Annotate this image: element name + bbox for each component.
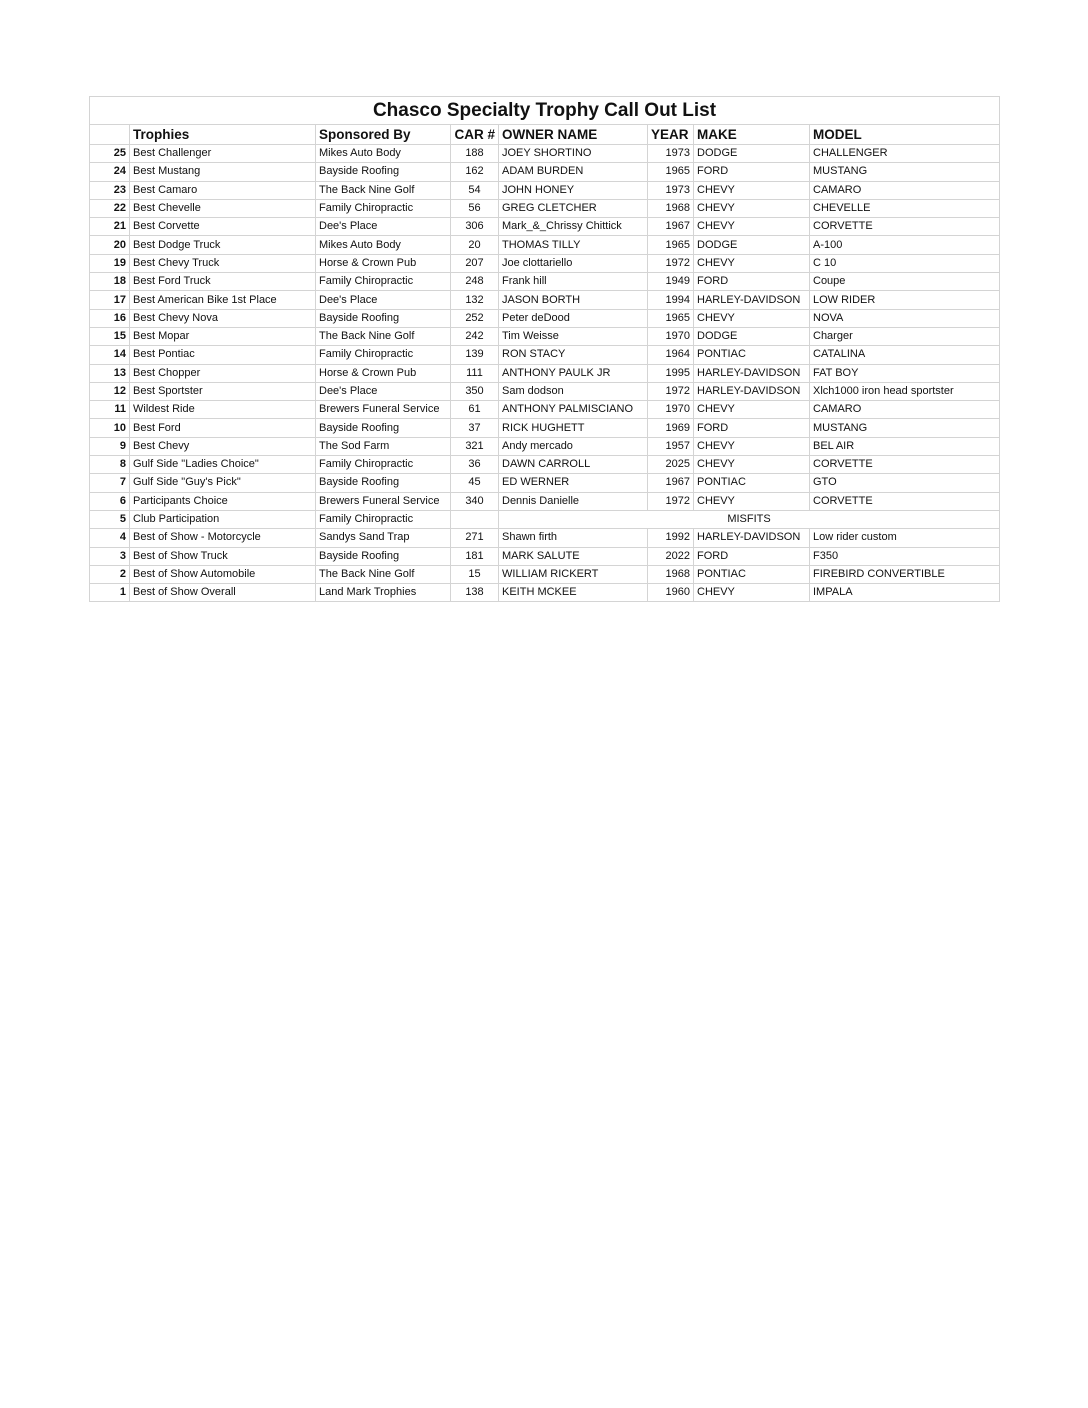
cell-sponsor: Bayside Roofing [316,163,451,181]
cell-owner: KEITH MCKEE [499,584,648,602]
cell-owner: RICK HUGHETT [499,419,648,437]
cell-number: 12 [90,382,130,400]
cell-make: CHEVY [694,254,810,272]
cell-number: 24 [90,163,130,181]
cell-sponsor: Bayside Roofing [316,547,451,565]
cell-sponsor: Brewers Funeral Service [316,492,451,510]
table-row [90,437,1000,455]
cell-owner: ED WERNER [499,474,648,492]
cell-car-number: 162 [451,163,499,181]
cell-model: CORVETTE [810,492,1000,510]
cell-make: CHEVY [694,309,810,327]
header-make: MAKE [694,125,810,145]
cell-year: 1970 [648,327,694,345]
cell-model: Charger [810,327,1000,345]
cell-trophy: Best of Show Overall [130,584,316,602]
cell-number: 14 [90,346,130,364]
cell-car-number: 350 [451,382,499,400]
table-row [90,547,1000,565]
table-row [90,510,1000,528]
cell-trophy: Best Camaro [130,181,316,199]
cell-make: HARLEY-DAVIDSON [694,291,810,309]
cell-number: 15 [90,327,130,345]
cell-year: 1994 [648,291,694,309]
header-model: MODEL [810,125,1000,145]
header-owner-name: OWNER NAME [499,125,648,145]
table-row [90,181,1000,199]
cell-year: 1969 [648,419,694,437]
cell-trophy: Gulf Side "Guy's Pick" [130,474,316,492]
cell-owner: ADAM BURDEN [499,163,648,181]
cell-trophy: Best of Show Automobile [130,565,316,583]
cell-number: 23 [90,181,130,199]
cell-trophy: Best Ford [130,419,316,437]
cell-car-number: 15 [451,565,499,583]
cell-sponsor: Dee's Place [316,218,451,236]
cell-make: DODGE [694,145,810,163]
cell-make: PONTIAC [694,565,810,583]
table-row [90,492,1000,510]
cell-model: Coupe [810,273,1000,291]
title-row [90,97,1000,125]
cell-owner: GREG CLETCHER [499,199,648,217]
cell-car-number: 138 [451,584,499,602]
cell-sponsor: The Back Nine Golf [316,181,451,199]
table-row [90,456,1000,474]
cell-make: HARLEY-DAVIDSON [694,382,810,400]
cell-car-number: 248 [451,273,499,291]
cell-year: 1968 [648,199,694,217]
cell-number: 13 [90,364,130,382]
cell-owner: ANTHONY PAULK JR [499,364,648,382]
cell-trophy: Best Mopar [130,327,316,345]
cell-make: CHEVY [694,456,810,474]
cell-model: CATALINA [810,346,1000,364]
table-row [90,273,1000,291]
cell-year: 1949 [648,273,694,291]
cell-owner: Andy mercado [499,437,648,455]
cell-car-number: 188 [451,145,499,163]
cell-number: 1 [90,584,130,602]
cell-number: 25 [90,145,130,163]
cell-number: 7 [90,474,130,492]
cell-year: 1972 [648,492,694,510]
cell-sponsor: Horse & Crown Pub [316,364,451,382]
header-num [90,125,130,145]
cell-model: CAMARO [810,401,1000,419]
cell-owner: Tim Weisse [499,327,648,345]
cell-sponsor: Family Chiropractic [316,456,451,474]
cell-sponsor: Family Chiropractic [316,346,451,364]
cell-year: 1965 [648,163,694,181]
cell-car-number: 252 [451,309,499,327]
cell-model: LOW RIDER [810,291,1000,309]
cell-model: CORVETTE [810,218,1000,236]
cell-number: 22 [90,199,130,217]
cell-sponsor: Horse & Crown Pub [316,254,451,272]
cell-number: 16 [90,309,130,327]
table-row [90,364,1000,382]
cell-number: 9 [90,437,130,455]
cell-sponsor: Brewers Funeral Service [316,401,451,419]
cell-model: CHEVELLE [810,199,1000,217]
cell-model: IMPALA [810,584,1000,602]
cell-trophy: Best Ford Truck [130,273,316,291]
cell-model: A-100 [810,236,1000,254]
cell-model: CAMARO [810,181,1000,199]
cell-trophy: Best of Show - Motorcycle [130,529,316,547]
cell-owner: Frank hill [499,273,648,291]
cell-model: Xlch1000 iron head sportster [810,382,1000,400]
header-year: YEAR [648,125,694,145]
cell-model: MUSTANG [810,419,1000,437]
cell-car-number: 37 [451,419,499,437]
cell-model: NOVA [810,309,1000,327]
cell-car-number: 207 [451,254,499,272]
cell-car-number: 242 [451,327,499,345]
cell-year: 1964 [648,346,694,364]
cell-number: 2 [90,565,130,583]
cell-trophy: Best Pontiac [130,346,316,364]
cell-trophy: Best Mustang [130,163,316,181]
cell-trophy: Best of Show Truck [130,547,316,565]
cell-make: FORD [694,419,810,437]
cell-car-number: 56 [451,199,499,217]
cell-make: CHEVY [694,401,810,419]
cell-year: 1973 [648,181,694,199]
cell-owner: Joe clottariello [499,254,648,272]
cell-trophy: Best Sportster [130,382,316,400]
cell-trophy: Club Participation [130,510,316,528]
cell-owner: WILLIAM RICKERT [499,565,648,583]
cell-model: C 10 [810,254,1000,272]
cell-make: FORD [694,163,810,181]
cell-trophy: Best Dodge Truck [130,236,316,254]
cell-car-number: 36 [451,456,499,474]
cell-trophy: Gulf Side "Ladies Choice" [130,456,316,474]
cell-owner: ANTHONY PALMISCIANO [499,401,648,419]
cell-car-number [451,510,499,528]
cell-sponsor: Land Mark Trophies [316,584,451,602]
table-row [90,401,1000,419]
header-row [90,125,1000,145]
cell-year: 1972 [648,254,694,272]
cell-number: 18 [90,273,130,291]
table-row [90,291,1000,309]
cell-owner: JOEY SHORTINO [499,145,648,163]
cell-number: 8 [90,456,130,474]
cell-sponsor: Dee's Place [316,382,451,400]
cell-make: HARLEY-DAVIDSON [694,364,810,382]
table-row [90,145,1000,163]
cell-make: DODGE [694,327,810,345]
cell-trophy: Best Chevelle [130,199,316,217]
cell-year: 1970 [648,401,694,419]
cell-owner: Peter deDood [499,309,648,327]
cell-trophy: Participants Choice [130,492,316,510]
cell-owner: DAWN CARROLL [499,456,648,474]
cell-sponsor: Bayside Roofing [316,474,451,492]
cell-sponsor: Mikes Auto Body [316,236,451,254]
cell-make: CHEVY [694,218,810,236]
cell-car-number: 181 [451,547,499,565]
cell-number: 3 [90,547,130,565]
cell-year: 1967 [648,474,694,492]
table-row [90,254,1000,272]
cell-number: 4 [90,529,130,547]
cell-trophy: Best Chevy [130,437,316,455]
cell-owner: Mark_&_Chrissy Chittick [499,218,648,236]
cell-sponsor: Dee's Place [316,291,451,309]
cell-model: GTO [810,474,1000,492]
cell-car-number: 61 [451,401,499,419]
cell-sponsor: The Back Nine Golf [316,565,451,583]
cell-year: 1973 [648,145,694,163]
table-row [90,218,1000,236]
cell-number: 11 [90,401,130,419]
table-row [90,584,1000,602]
cell-make: FORD [694,273,810,291]
cell-model: FAT BOY [810,364,1000,382]
table-row [90,236,1000,254]
table-row [90,419,1000,437]
cell-trophy: Best Challenger [130,145,316,163]
table-row [90,346,1000,364]
cell-make: PONTIAC [694,474,810,492]
cell-car-number: 20 [451,236,499,254]
cell-trophy: Best Chevy Truck [130,254,316,272]
cell-car-number: 306 [451,218,499,236]
cell-number: 20 [90,236,130,254]
cell-trophy: Wildest Ride [130,401,316,419]
cell-owner: Sam dodson [499,382,648,400]
cell-year: 1967 [648,218,694,236]
cell-make: FORD [694,547,810,565]
cell-number: 21 [90,218,130,236]
cell-owner: RON STACY [499,346,648,364]
table-row [90,529,1000,547]
table-row [90,199,1000,217]
cell-sponsor: Bayside Roofing [316,309,451,327]
cell-number: 19 [90,254,130,272]
cell-make: CHEVY [694,584,810,602]
cell-year: 2022 [648,547,694,565]
cell-car-number: 321 [451,437,499,455]
cell-sponsor: Sandys Sand Trap [316,529,451,547]
cell-number: 17 [90,291,130,309]
cell-make: PONTIAC [694,346,810,364]
cell-trophy: Best American Bike 1st Place [130,291,316,309]
table-row [90,565,1000,583]
table-row [90,327,1000,345]
cell-owner: THOMAS TILLY [499,236,648,254]
cell-number: 5 [90,510,130,528]
cell-car-number: 340 [451,492,499,510]
cell-year: 1992 [648,529,694,547]
cell-model: F350 [810,547,1000,565]
cell-trophy: Best Corvette [130,218,316,236]
cell-sponsor: Family Chiropractic [316,510,451,528]
cell-number: 6 [90,492,130,510]
header-car-number: CAR # [451,125,499,145]
cell-year: 1960 [648,584,694,602]
trophy-sheet [89,96,999,602]
header-sponsored-by: Sponsored By [316,125,451,145]
cell-year: 1968 [648,565,694,583]
cell-model: BEL AIR [810,437,1000,455]
cell-owner: JOHN HONEY [499,181,648,199]
cell-sponsor: Mikes Auto Body [316,145,451,163]
cell-sponsor: Family Chiropractic [316,273,451,291]
sheet-title: Chasco Specialty Trophy Call Out List [90,97,1000,125]
cell-make: CHEVY [694,437,810,455]
cell-model: MUSTANG [810,163,1000,181]
cell-trophy: Best Chopper [130,364,316,382]
cell-car-number: 111 [451,364,499,382]
cell-car-number: 271 [451,529,499,547]
cell-model: CHALLENGER [810,145,1000,163]
cell-year: 1957 [648,437,694,455]
cell-make: HARLEY-DAVIDSON [694,529,810,547]
trophy-table [89,96,1000,602]
cell-model: CORVETTE [810,456,1000,474]
cell-car-number: 45 [451,474,499,492]
cell-owner: Dennis Danielle [499,492,648,510]
cell-owner: JASON BORTH [499,291,648,309]
cell-model: Low rider custom [810,529,1000,547]
header-trophies: Trophies [130,125,316,145]
cell-owner: MARK SALUTE [499,547,648,565]
cell-owner: Shawn firth [499,529,648,547]
cell-car-number: 132 [451,291,499,309]
table-row [90,474,1000,492]
table-body [90,145,1000,602]
cell-year: 2025 [648,456,694,474]
table-row [90,309,1000,327]
table-row [90,163,1000,181]
cell-trophy: Best Chevy Nova [130,309,316,327]
cell-make: CHEVY [694,181,810,199]
cell-sponsor: Family Chiropractic [316,199,451,217]
cell-sponsor: Bayside Roofing [316,419,451,437]
cell-sponsor: The Sod Farm [316,437,451,455]
cell-car-number: 54 [451,181,499,199]
cell-year: 1995 [648,364,694,382]
cell-club-name: MISFITS [499,510,1000,528]
table-row [90,382,1000,400]
cell-year: 1965 [648,309,694,327]
cell-car-number: 139 [451,346,499,364]
cell-make: CHEVY [694,492,810,510]
cell-make: DODGE [694,236,810,254]
cell-number: 10 [90,419,130,437]
cell-make: CHEVY [694,199,810,217]
cell-year: 1965 [648,236,694,254]
cell-model: FIREBIRD CONVERTIBLE [810,565,1000,583]
cell-sponsor: The Back Nine Golf [316,327,451,345]
cell-year: 1972 [648,382,694,400]
